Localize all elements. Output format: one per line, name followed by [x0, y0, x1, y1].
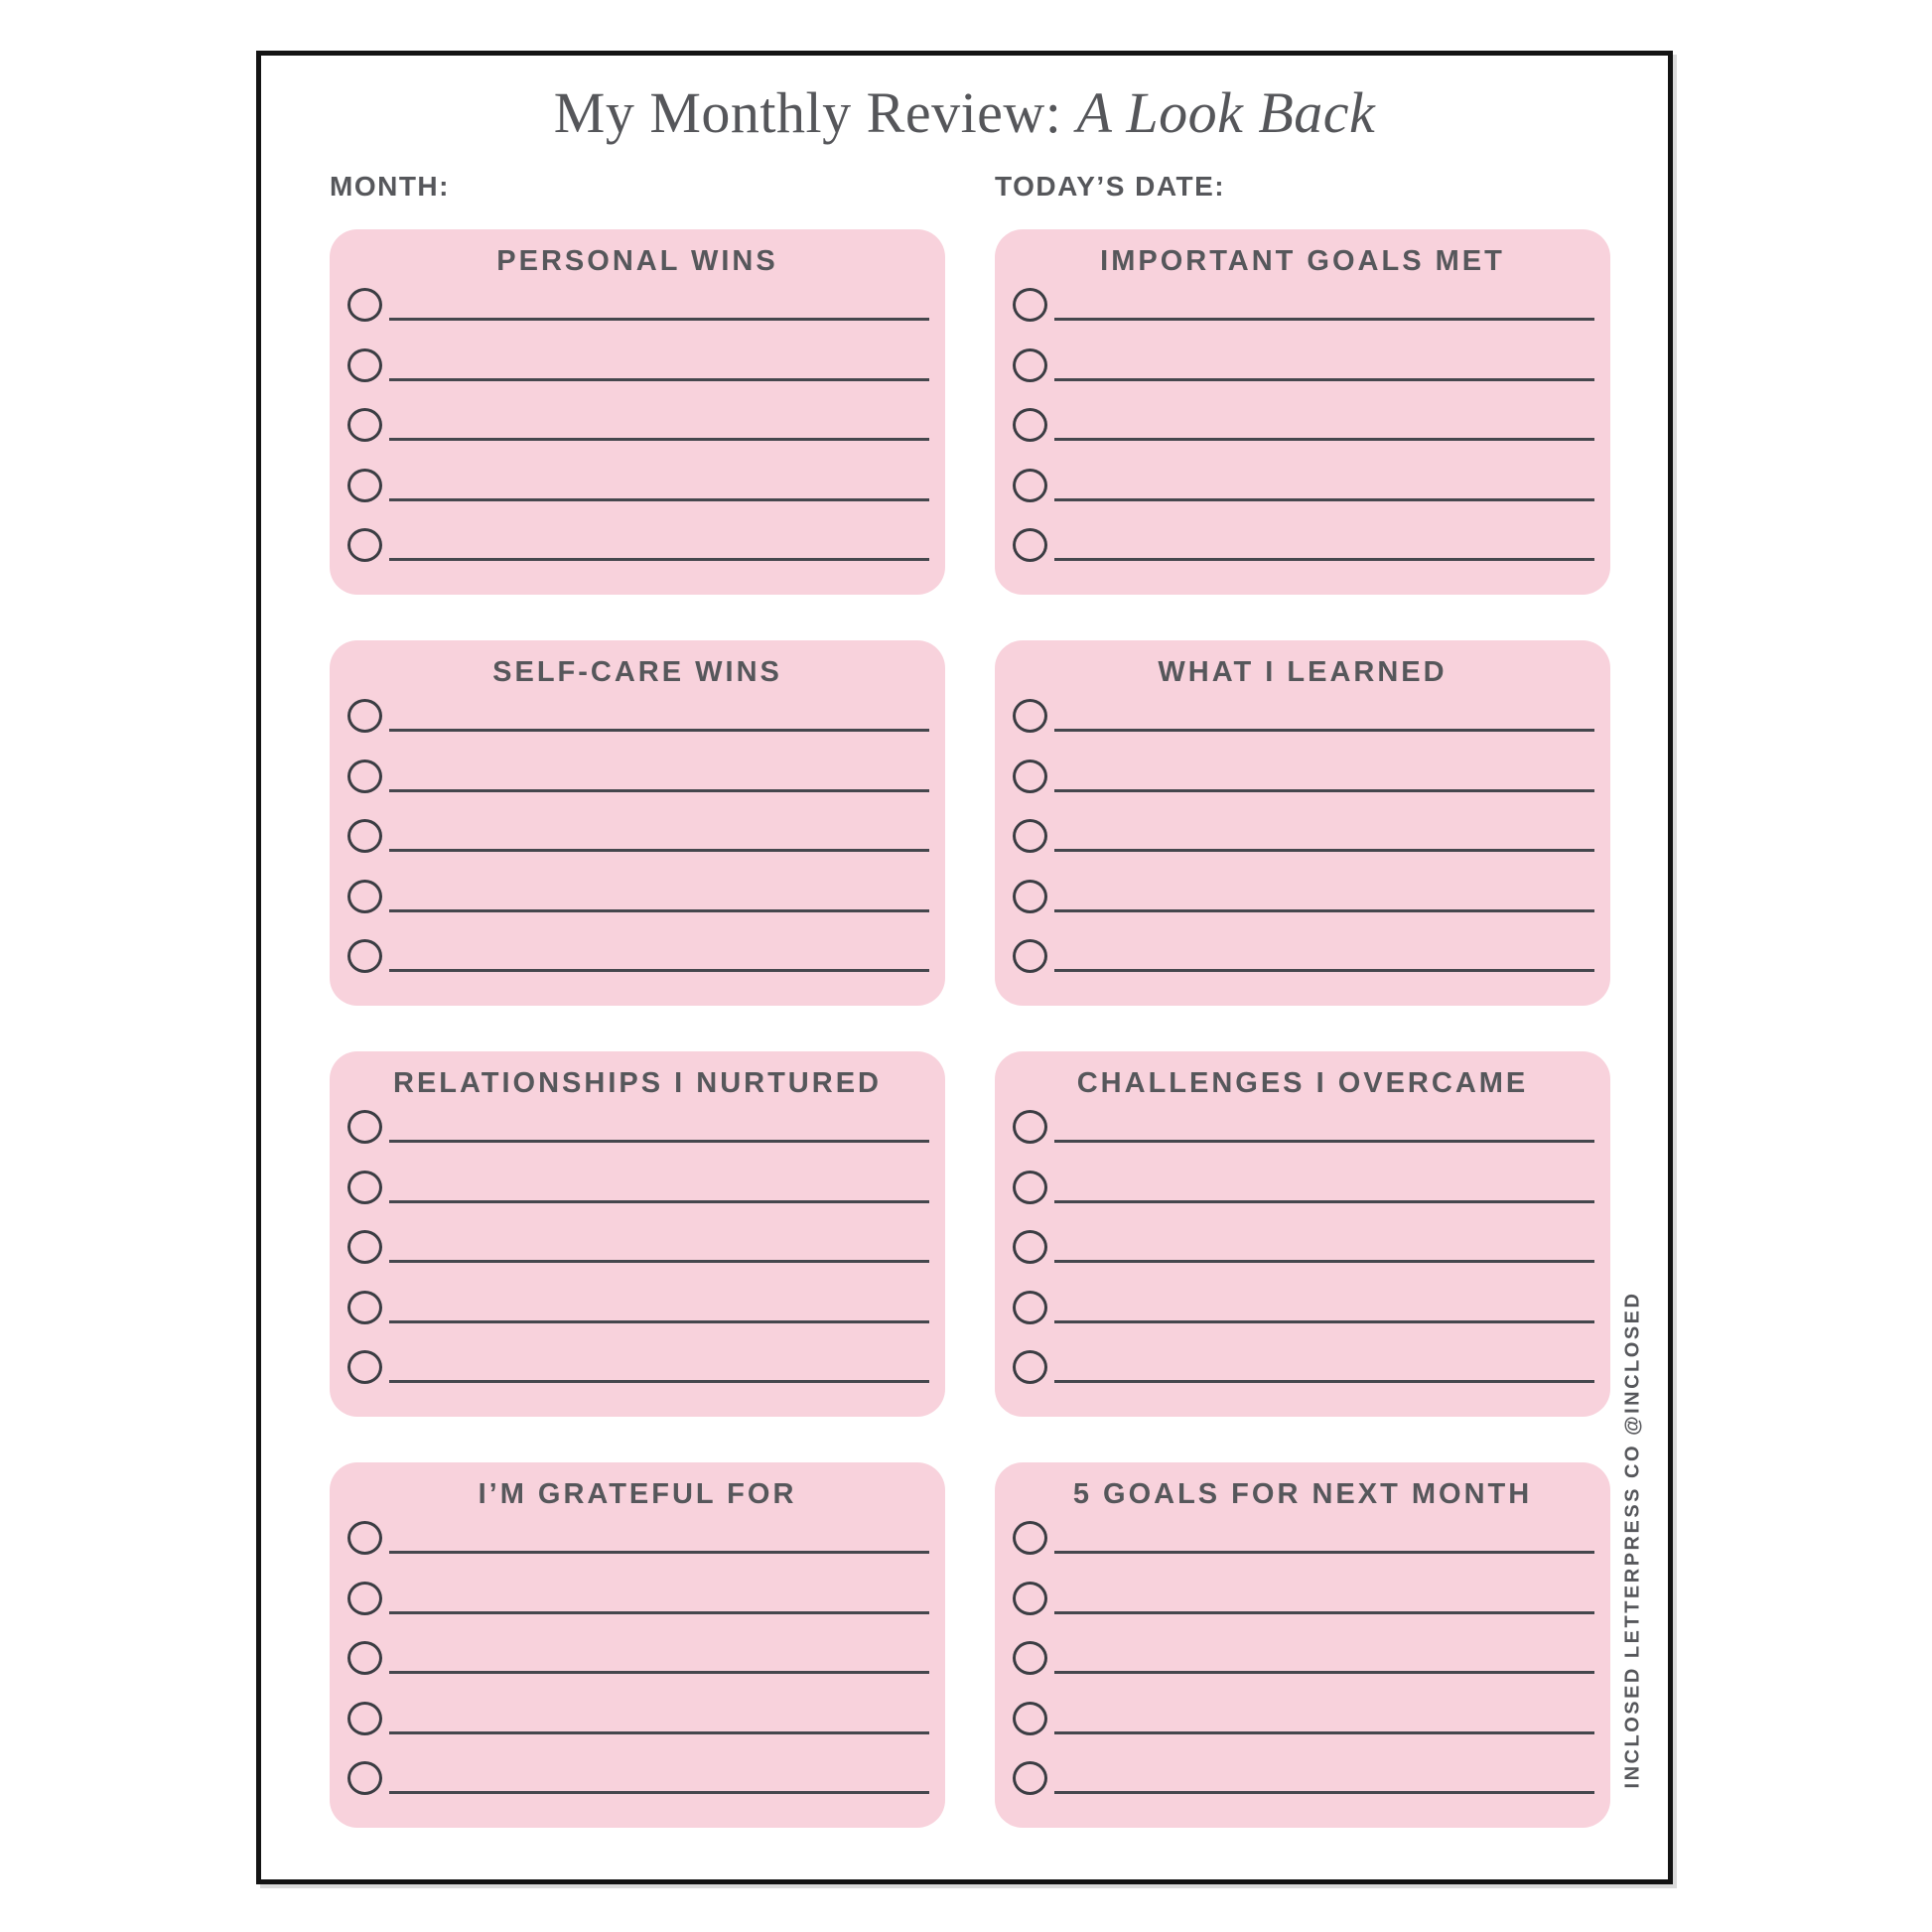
list-row: [347, 1748, 929, 1809]
section-title: 5 GOALS FOR NEXT MONTH: [1072, 1478, 1533, 1510]
list-row: [347, 867, 929, 927]
write-line: [389, 318, 929, 321]
bullet-circle-icon: [1013, 1521, 1047, 1555]
list-row: [1013, 1278, 1594, 1338]
page-title: [261, 75, 1668, 150]
list-row: [347, 1217, 929, 1278]
list-row: [1013, 747, 1594, 807]
section-title: CHALLENGES I OVERCAME: [1076, 1067, 1529, 1099]
section-title: IMPORTANT GOALS MET: [1100, 245, 1505, 277]
write-line: [1054, 438, 1594, 441]
bullet-circle-icon: [1013, 1230, 1047, 1264]
section-rows: [1013, 1097, 1594, 1417]
write-line: [1054, 318, 1594, 321]
list-row: [347, 336, 929, 396]
bullet-circle-icon: [1013, 1761, 1047, 1795]
bullet-circle-icon: [347, 1641, 382, 1675]
list-row: [1013, 1217, 1594, 1278]
write-line: [389, 378, 929, 381]
write-line: [389, 1320, 929, 1323]
list-row: [347, 1097, 929, 1158]
write-line: [389, 849, 929, 852]
planner-page: [256, 51, 1673, 1884]
write-line: [1054, 558, 1594, 561]
page-title-regular: My Monthly Review:: [553, 80, 1077, 145]
bullet-circle-icon: [1013, 348, 1047, 382]
list-row: [1013, 336, 1594, 396]
section-rows: [347, 1097, 929, 1417]
list-row: [1013, 1569, 1594, 1629]
section-rows: [347, 275, 929, 595]
write-line: [1054, 1551, 1594, 1554]
bullet-circle-icon: [1013, 288, 1047, 322]
bullet-circle-icon: [347, 759, 382, 793]
section-rows: [347, 1508, 929, 1828]
list-row: [1013, 1097, 1594, 1158]
list-row: [347, 1278, 929, 1338]
write-line: [1054, 909, 1594, 912]
bullet-circle-icon: [347, 1110, 382, 1144]
write-line: [1054, 498, 1594, 501]
list-row: [1013, 395, 1594, 456]
list-row: [1013, 515, 1594, 576]
section-card-important-goals-met: [995, 229, 1610, 595]
bullet-circle-icon: [1013, 1350, 1047, 1384]
list-row: [1013, 806, 1594, 867]
section-rows: [347, 686, 929, 1006]
section-card-personal-wins: [330, 229, 945, 595]
bullet-circle-icon: [1013, 528, 1047, 562]
list-row: [347, 1569, 929, 1629]
write-line: [1054, 729, 1594, 732]
bullet-circle-icon: [347, 1702, 382, 1735]
list-row: [347, 747, 929, 807]
bullet-circle-icon: [1013, 1582, 1047, 1615]
section-title: PERSONAL WINS: [496, 245, 778, 277]
list-row: [1013, 275, 1594, 336]
list-row: [347, 686, 929, 747]
bullet-circle-icon: [347, 1582, 382, 1615]
bullet-circle-icon: [347, 699, 382, 733]
list-row: [1013, 1158, 1594, 1218]
write-line: [1054, 969, 1594, 972]
write-line: [389, 1260, 929, 1263]
write-line: [389, 1140, 929, 1143]
bullet-circle-icon: [347, 1171, 382, 1204]
page-title-italic: A Look Back: [1076, 80, 1376, 145]
bullet-circle-icon: [347, 1761, 382, 1795]
write-line: [389, 909, 929, 912]
bullet-circle-icon: [1013, 1291, 1047, 1324]
bullet-circle-icon: [1013, 880, 1047, 913]
sections-grid: [330, 229, 1610, 1828]
bullet-circle-icon: [347, 528, 382, 562]
list-row: [347, 1508, 929, 1569]
section-title: WHAT I LEARNED: [1158, 656, 1448, 688]
bullet-circle-icon: [1013, 939, 1047, 973]
bullet-circle-icon: [1013, 819, 1047, 853]
list-row: [347, 1158, 929, 1218]
bullet-circle-icon: [347, 939, 382, 973]
write-line: [389, 969, 929, 972]
section-card-im-grateful-for: [330, 1462, 945, 1828]
bullet-circle-icon: [347, 348, 382, 382]
bullet-circle-icon: [347, 1230, 382, 1264]
list-row: [1013, 456, 1594, 516]
write-line: [389, 1380, 929, 1383]
list-row: [347, 395, 929, 456]
list-row: [1013, 867, 1594, 927]
section-rows: [1013, 1508, 1594, 1828]
write-line: [389, 789, 929, 792]
write-line: [1054, 1140, 1594, 1143]
write-line: [1054, 789, 1594, 792]
write-line: [1054, 1200, 1594, 1203]
list-row: [1013, 686, 1594, 747]
write-line: [1054, 1791, 1594, 1794]
list-row: [347, 926, 929, 987]
bullet-circle-icon: [347, 1291, 382, 1324]
write-line: [389, 558, 929, 561]
write-line: [389, 1551, 929, 1554]
list-row: [347, 456, 929, 516]
write-line: [389, 1200, 929, 1203]
write-line: [389, 438, 929, 441]
bullet-circle-icon: [347, 288, 382, 322]
credit-text: INCLOSED LETTERPRESS CO @INCLOSED: [1621, 1291, 1644, 1789]
list-row: [347, 806, 929, 867]
list-row: [1013, 1689, 1594, 1749]
section-title: I’M GRATEFUL FOR: [478, 1478, 797, 1510]
list-row: [1013, 1337, 1594, 1398]
list-row: [1013, 1628, 1594, 1689]
write-line: [389, 1671, 929, 1674]
bullet-circle-icon: [1013, 759, 1047, 793]
write-line: [389, 1791, 929, 1794]
list-row: [347, 1628, 929, 1689]
list-row: [1013, 926, 1594, 987]
write-line: [389, 1611, 929, 1614]
bullet-circle-icon: [347, 880, 382, 913]
section-rows: [1013, 686, 1594, 1006]
bullet-circle-icon: [1013, 699, 1047, 733]
write-line: [389, 498, 929, 501]
bullet-circle-icon: [347, 1350, 382, 1384]
bullet-circle-icon: [347, 408, 382, 442]
list-row: [347, 1337, 929, 1398]
list-row: [347, 275, 929, 336]
write-line: [1054, 1320, 1594, 1323]
bullet-circle-icon: [1013, 1171, 1047, 1204]
write-line: [1054, 849, 1594, 852]
list-row: [1013, 1748, 1594, 1809]
bullet-circle-icon: [347, 1521, 382, 1555]
list-row: [1013, 1508, 1594, 1569]
bullet-circle-icon: [1013, 1641, 1047, 1675]
bullet-circle-icon: [1013, 408, 1047, 442]
month-label: MONTH:: [330, 171, 450, 202]
section-card-5-goals-for-next-month: [995, 1462, 1610, 1828]
section-card-relationships-i-nurtured: [330, 1051, 945, 1417]
bullet-circle-icon: [1013, 1702, 1047, 1735]
write-line: [389, 1731, 929, 1734]
write-line: [1054, 1731, 1594, 1734]
write-line: [1054, 1671, 1594, 1674]
section-title: SELF-CARE WINS: [492, 656, 782, 688]
section-title: RELATIONSHIPS I NURTURED: [393, 1067, 882, 1099]
write-line: [1054, 1611, 1594, 1614]
section-card-challenges-i-overcame: [995, 1051, 1610, 1417]
write-line: [1054, 378, 1594, 381]
write-line: [1054, 1260, 1594, 1263]
write-line: [389, 729, 929, 732]
section-rows: [1013, 275, 1594, 595]
todays-date-label: TODAY’S DATE:: [995, 171, 1226, 202]
bullet-circle-icon: [347, 469, 382, 502]
section-card-self-care-wins: [330, 640, 945, 1006]
bullet-circle-icon: [1013, 469, 1047, 502]
list-row: [347, 1689, 929, 1749]
section-card-what-i-learned: [995, 640, 1610, 1006]
bullet-circle-icon: [347, 819, 382, 853]
bullet-circle-icon: [1013, 1110, 1047, 1144]
list-row: [347, 515, 929, 576]
write-line: [1054, 1380, 1594, 1383]
